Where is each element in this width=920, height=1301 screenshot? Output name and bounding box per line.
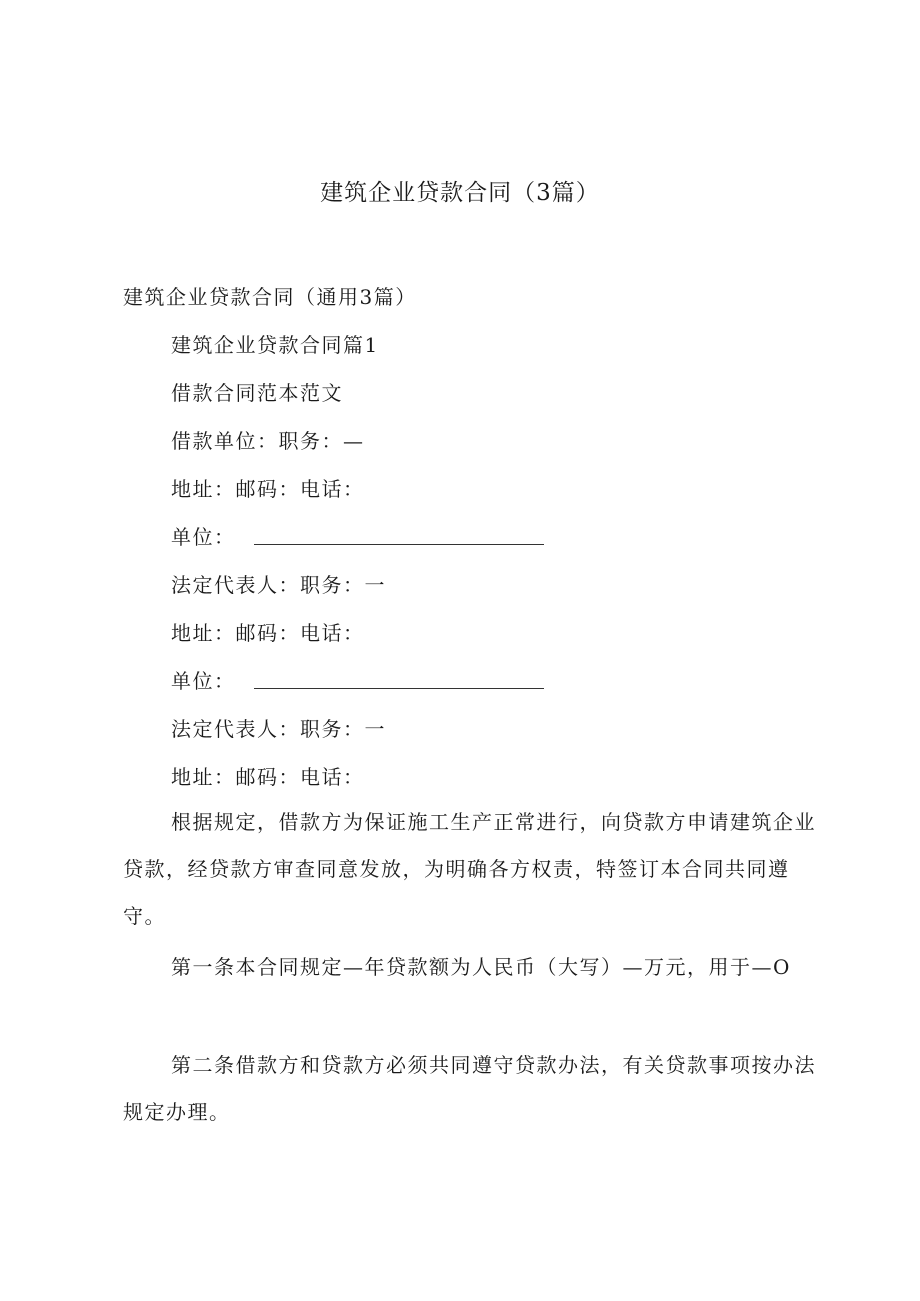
- address-line-1: 地址：邮码：电话：: [171, 477, 365, 501]
- unit-line-1: [171, 521, 544, 550]
- borrower-unit-line: 借款单位：职务：—: [171, 429, 365, 453]
- unit-line-2: [171, 665, 544, 694]
- intro-paragraph: 根据规定，借款方为保证施工生产正常进行，向贷款方申请建筑企业贷款，经贷款方审查同意发放，为明确各方权责，特签订本合同共同遵守。: [123, 810, 816, 928]
- section-heading: 建筑企业贷款合同篇1: [171, 333, 379, 357]
- document-subtitle: 建筑企业贷款合同（通用3篇）: [123, 285, 417, 309]
- unit-label-1: 单位：: [171, 525, 236, 549]
- address-line-3: 地址：邮码：电话：: [171, 765, 365, 789]
- fill-in-blank-1: [254, 544, 544, 545]
- legal-rep-line-1: 法定代表人：职务：一: [171, 573, 386, 597]
- contract-name: 借款合同范本范文: [171, 381, 343, 405]
- article-2: 第二条借款方和贷款方必须共同遵守贷款办法，有关贷款事项按办法规定办理。: [123, 1053, 816, 1124]
- document-title: 建筑企业贷款合同（3篇）: [320, 180, 600, 206]
- fill-in-blank-2: [254, 688, 544, 689]
- legal-rep-line-2: 法定代表人：职务：一: [171, 717, 386, 741]
- article-1: 第一条本合同规定—年贷款额为人民币（大写）—万元，用于—O: [171, 955, 791, 979]
- unit-label-2: 单位：: [171, 669, 236, 693]
- address-line-2: 地址：邮码：电话：: [171, 621, 365, 645]
